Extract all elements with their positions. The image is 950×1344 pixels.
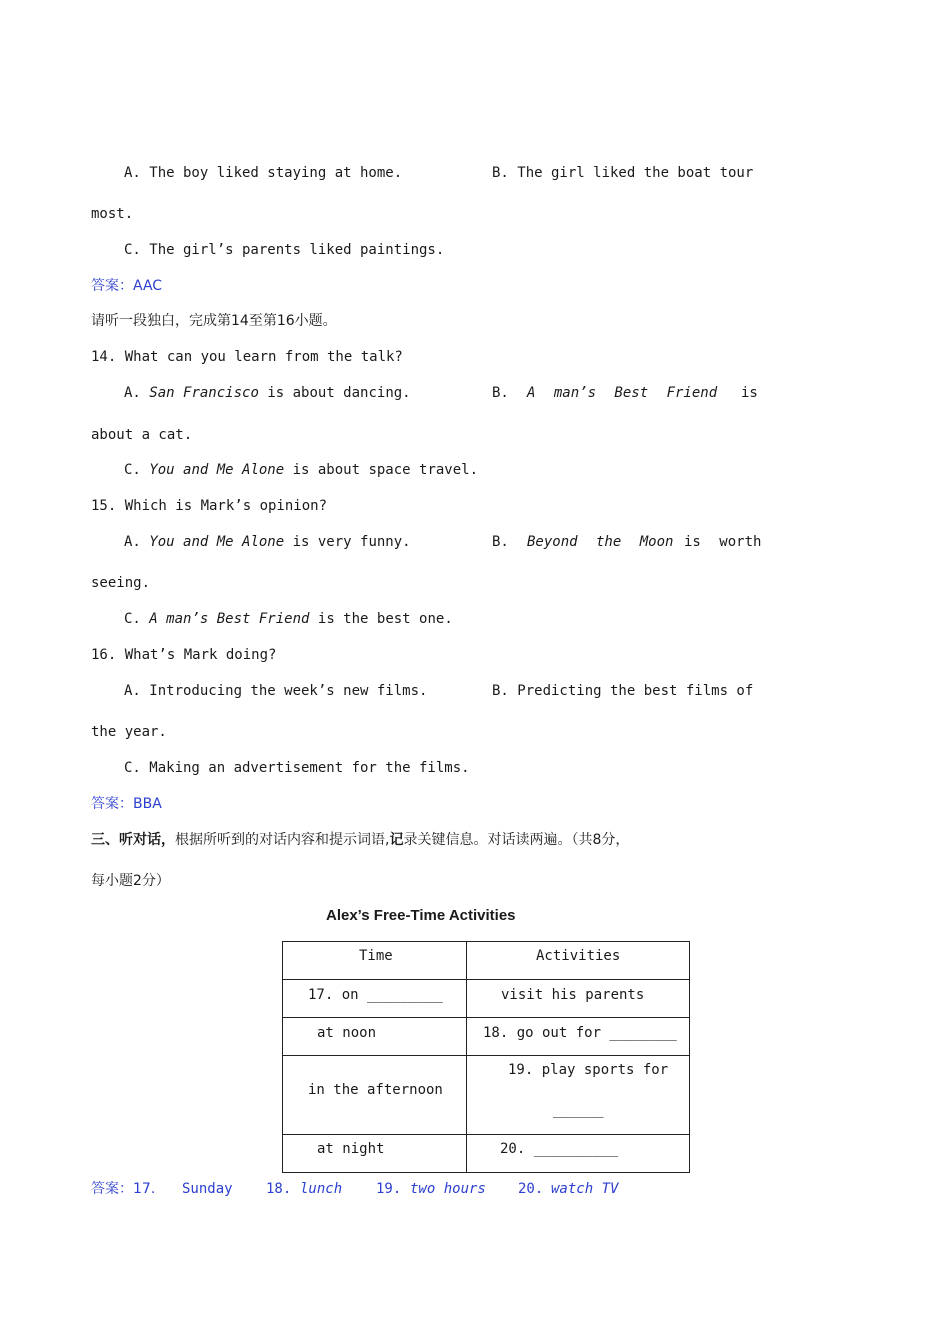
row-19-time: in the afternoon — [308, 1082, 443, 1098]
q15-option-b-continued: seeing. — [91, 575, 151, 591]
row-20-time: at night — [317, 1141, 385, 1157]
monologue-instruction: 请听一段独白，完成第14至第16小题。 — [91, 313, 337, 329]
q14-option-c — [124, 461, 478, 479]
q16-option-c: C. Making an advertisement for the films. — [124, 760, 470, 776]
q15-option-c-label: C. — [124, 611, 141, 627]
answer-17: Sunday — [182, 1181, 233, 1197]
row-18-time: at noon — [317, 1025, 377, 1041]
header-activities: Activities — [536, 948, 621, 964]
row-19-activity: 19. play sports for — [508, 1062, 669, 1078]
q15-option-a — [124, 533, 411, 551]
q16-option-b-continued: the year. — [91, 724, 167, 740]
activities-table — [282, 941, 690, 1173]
table-title: Alex’s Free-Time Activities — [326, 907, 516, 924]
q14-option-b-title: A man’s Best Friend — [527, 385, 718, 401]
q15-question: 15. Which is Mark’s opinion? — [91, 498, 328, 514]
table-row — [283, 980, 690, 1018]
row-18-activity: 18. go out for ________ — [483, 1025, 677, 1041]
q15-option-c-rest: is the best one. — [317, 611, 453, 627]
table-header-row — [283, 942, 690, 980]
q14-option-a-title: San Francisco — [149, 385, 259, 401]
q14-option-c-title: You and Me Alone — [149, 462, 285, 478]
row-17-time: 17. on _________ — [308, 987, 443, 1003]
table-row — [283, 1018, 690, 1056]
q15-option-b-title: Beyond the Moon — [527, 534, 674, 550]
q16-question: 16. What’s Mark doing? — [91, 647, 277, 663]
row-17-activity: visit his parents — [501, 987, 645, 1003]
q16-option-a: A. Introducing the week’s new films. — [124, 683, 428, 699]
q14-question: 14. What can you learn from the talk? — [91, 349, 403, 365]
q13-option-b-continued: most. — [91, 206, 134, 222]
q15-option-c-title: A man’s Best Friend — [149, 611, 310, 627]
q13-option-a: A. The boy liked staying at home. — [124, 165, 403, 181]
q15-option-a-rest: is very funny. — [292, 534, 411, 550]
header-time: Time — [359, 948, 393, 964]
section3-heading-continued: 每小题2分） — [91, 873, 170, 889]
q14-option-b-continued: about a cat. — [91, 427, 193, 443]
answer-19: two hours — [410, 1181, 486, 1197]
q16-answer: 答案：BBA — [91, 796, 162, 812]
q15-option-c — [124, 610, 453, 628]
q14-option-a — [124, 384, 411, 402]
q14-option-a-label: A. — [124, 385, 141, 401]
row-19-activity-blank: ______ — [553, 1102, 604, 1118]
section3-heading-rest-1: 根据所听到的对话内容和提示词语, — [175, 832, 390, 848]
q15-option-a-label: A. — [124, 534, 141, 550]
answer-20: watch TV — [551, 1181, 619, 1197]
section3-heading-rest-2: 录关键信息。对话读两遍。（共8分， — [403, 832, 630, 848]
q16-option-b: B. Predicting the best films of — [492, 683, 754, 699]
q15-option-b-rest: is worth — [684, 534, 762, 550]
q14-option-b-label: B. — [492, 385, 509, 401]
q14-option-c-label: C. — [124, 462, 141, 478]
section3-heading-bold-2: 记 — [389, 832, 404, 848]
q15-option-b-label: B. — [492, 534, 509, 550]
section3-heading-bold: 三、听对话， — [91, 832, 175, 848]
answer-19-number: 19. — [376, 1181, 402, 1197]
q15-option-a-title: You and Me Alone — [149, 534, 285, 550]
table-row — [283, 1056, 690, 1135]
q14-option-c-rest: is about space travel. — [292, 462, 479, 478]
answer-18: lunch — [300, 1181, 343, 1197]
section3-heading — [91, 831, 629, 849]
q13-option-b: B. The girl liked the boat tour — [492, 165, 754, 181]
row-20-activity: 20. __________ — [500, 1141, 619, 1157]
q13-answer: 答案：AAC — [91, 278, 163, 294]
final-answer-label: 答案：17. — [91, 1181, 156, 1197]
answer-18-number: 18. — [266, 1181, 292, 1197]
q14-option-a-rest: is about dancing. — [267, 385, 411, 401]
table-row — [283, 1135, 690, 1173]
q13-option-c: C. The girl’s parents liked paintings. — [124, 242, 445, 258]
q14-option-b-rest: is — [741, 385, 758, 401]
answer-20-number: 20. — [518, 1181, 544, 1197]
